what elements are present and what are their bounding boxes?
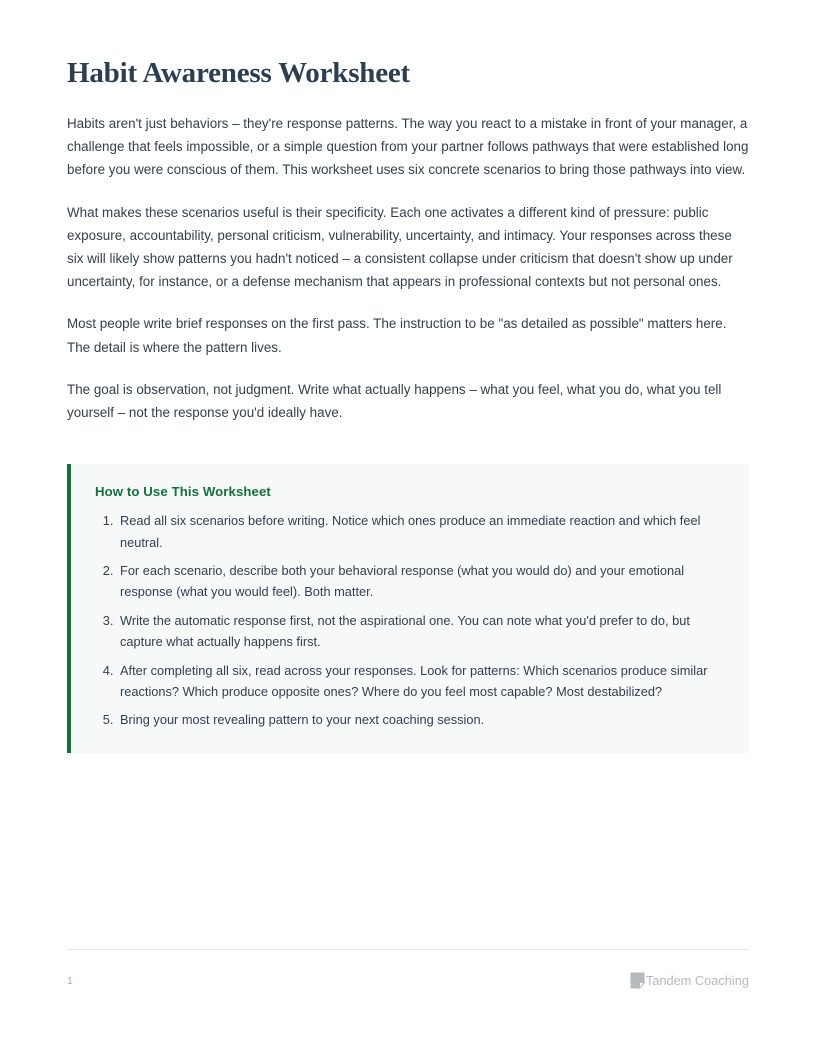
page-footer <box>67 949 749 993</box>
page-title: Habit Awareness Worksheet <box>67 57 411 89</box>
intro-paragraph: Most people write brief responses on the first pass. The instruction to be "as detailed as possible" matters here. The detail is where the pattern lives. <box>67 316 727 355</box>
intro-section <box>67 112 749 424</box>
footer-divider <box>67 949 749 950</box>
footer-content <box>67 972 749 989</box>
list-item: 5. Bring your most revealing pattern to your next coaching session. <box>117 709 725 730</box>
intro-paragraph: Habits aren't just behaviors – they're response patterns. The way you react to a mistake in front of your manager, a challenge that feels impossible, or a simple question from your partner follows pathways that were established long before you were conscious of them. This worksheet uses six concrete scenarios to bring those pathways into view. <box>67 116 749 178</box>
brand-name: Tandem Coaching <box>645 972 749 988</box>
callout-heading: How to Use This Worksheet <box>95 484 271 500</box>
page-number: 1 <box>67 974 73 987</box>
broken-image-icon <box>630 972 645 989</box>
brand-mark <box>630 972 749 989</box>
list-item: 2. For each scenario, describe both your behavioral response (what you would do) and your emotional response (what you would feel). Both matter. <box>117 560 725 603</box>
instructions-list <box>95 510 725 731</box>
list-item: 1. Read all six scenarios before writing. Notice which ones produce an immediate reaction and which feel neutral. <box>117 510 725 553</box>
list-item: 4. After completing all six, read across your responses. Look for patterns: Which scenarios produce similar reactions? Which produce opposite ones? Where do you feel most capable? Most destabilized? <box>117 660 725 703</box>
intro-paragraph: What makes these scenarios useful is their specificity. Each one activates a different kind of pressure: public exposure, accountability, personal criticism, vulnerability, uncertainty, and intimacy. Your responses across these six will likely show patterns you hadn't noticed – a consistent collapse under criticism that doesn't show up under uncertainty, for instance, or a defense mechanism that appears in professional contexts but not personal ones. <box>67 204 733 290</box>
intro-paragraph: The goal is observation, not judgment. Write what actually happens – what you feel, what you do, what you tell yourself – not the response you'd ideally have. <box>67 381 722 421</box>
how-to-use-callout <box>67 464 749 753</box>
list-item: 3. Write the automatic response first, not the aspirational one. You can note what you'd prefer to do, but capture what actually happens first. <box>117 610 725 653</box>
